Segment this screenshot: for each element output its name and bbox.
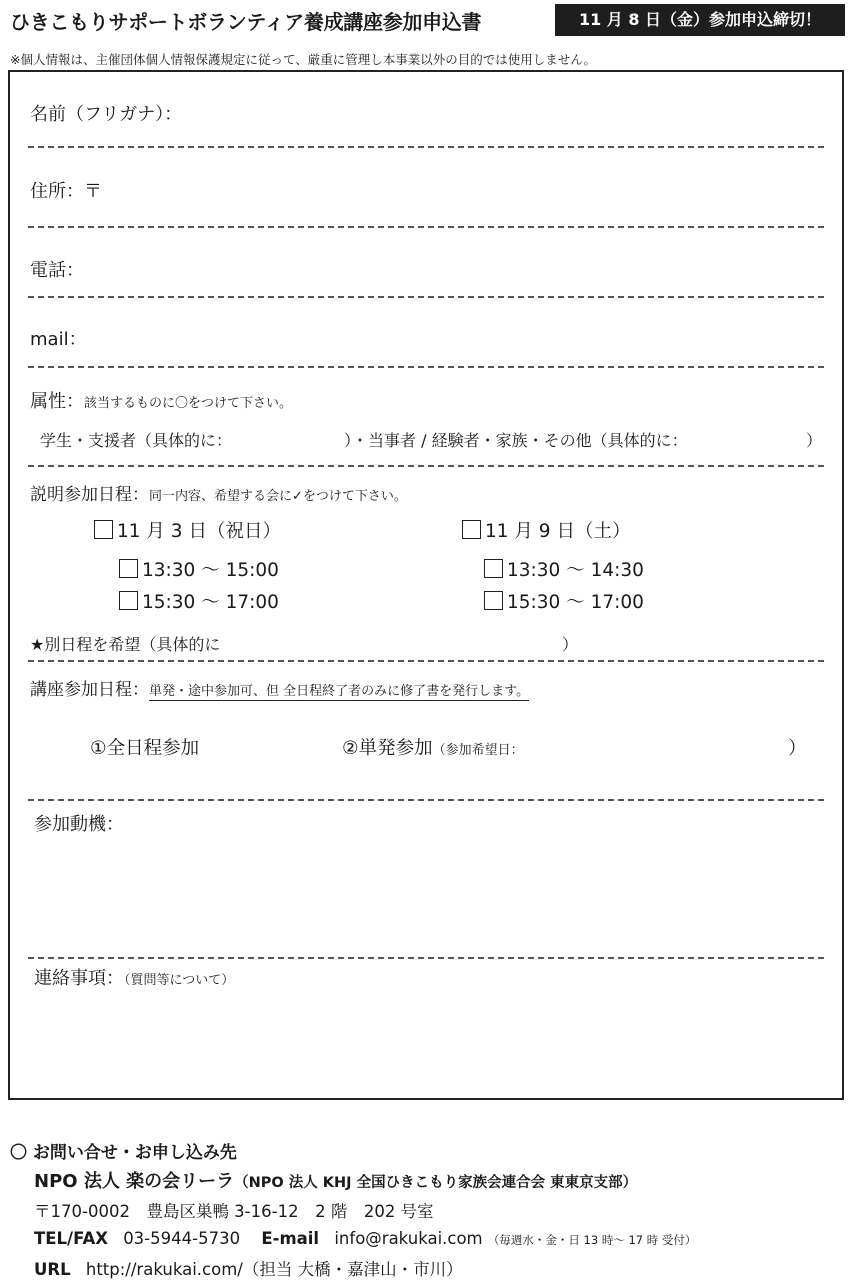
attribute-label: 属性： bbox=[30, 391, 84, 412]
attribute-options-right[interactable]: ）・当事者 / 経験者・家族・その他（具体的に： bbox=[344, 431, 688, 450]
footer-org: NPO 法人 楽の会リーラ bbox=[34, 1171, 235, 1192]
other-date-request[interactable]: ★別日程を希望（具体的に bbox=[30, 635, 221, 654]
day2-slot2-option[interactable] bbox=[484, 588, 644, 614]
footer-email[interactable]: info@rakukai.com bbox=[334, 1229, 483, 1248]
contact-note: （質問等について） bbox=[124, 973, 235, 988]
course-heading bbox=[30, 675, 529, 700]
footer-tel: 03-5944-5730 bbox=[123, 1229, 241, 1248]
course-option-close-paren: ） bbox=[788, 738, 807, 759]
day2-option[interactable] bbox=[462, 517, 630, 543]
day2-checkbox[interactable] bbox=[462, 520, 481, 539]
footer-org-line bbox=[34, 1167, 637, 1193]
contact-heading bbox=[34, 964, 234, 990]
footer-url-label: URL bbox=[34, 1260, 71, 1279]
attribute-divider bbox=[28, 465, 824, 467]
day1-slot2-option[interactable] bbox=[119, 588, 279, 614]
phone-label: 電話： bbox=[30, 260, 84, 281]
motive-divider bbox=[28, 957, 824, 959]
day1-option[interactable] bbox=[94, 517, 281, 543]
attribute-options-left[interactable]: 学生・支援者（具体的に： bbox=[40, 431, 233, 450]
day1-label: 11 月 3 日（祝日） bbox=[117, 521, 281, 542]
briefing-label: 説明参加日程： bbox=[30, 485, 149, 505]
course-label: 講座参加日程： bbox=[30, 680, 149, 700]
footer-url[interactable]: http://rakukai.com/ bbox=[85, 1260, 243, 1279]
day1-slot1-label: 13:30 〜 15:00 bbox=[142, 560, 279, 581]
footer-url-line bbox=[34, 1256, 463, 1280]
address-label: 住所：〒 bbox=[30, 181, 102, 202]
motive-field[interactable] bbox=[30, 840, 820, 950]
course-option-single-group[interactable] bbox=[342, 734, 524, 760]
name-label: 名前（フリガナ）： bbox=[30, 104, 183, 125]
footer-email-label: E-mail bbox=[261, 1229, 320, 1248]
footer-tel-label: TEL/FAX bbox=[34, 1229, 108, 1248]
course-note: 単発・途中参加可、但 全日程終了者のみに修了書を発行します。 bbox=[149, 684, 530, 699]
footer-staff: （担当 大橋・嘉津山・市川） bbox=[242, 1260, 463, 1279]
day2-slot1-checkbox[interactable] bbox=[484, 559, 503, 578]
deadline-badge: 11 月 8 日（金）参加申込締切！ bbox=[555, 4, 845, 36]
day2-slot1-option[interactable] bbox=[484, 556, 644, 582]
name-field-line[interactable] bbox=[28, 146, 824, 148]
course-option-single[interactable]: ②単発参加 bbox=[342, 738, 433, 759]
contact-field[interactable] bbox=[30, 995, 820, 1090]
day2-slot1-label: 13:30 〜 14:30 bbox=[507, 560, 644, 581]
footer-heading: 〇 お問い合せ・お申し込み先 bbox=[10, 1143, 237, 1163]
footer-org-sub: （NPO 法人 KHJ 全国ひきこもり家族会連合会 東東京支部） bbox=[234, 1175, 638, 1191]
contact-label: 連絡事項： bbox=[34, 968, 124, 989]
phone-field-line[interactable] bbox=[28, 296, 824, 298]
attribute-close-paren: ） bbox=[806, 431, 823, 450]
privacy-notice: ※個人情報は、主催団体個人情報保護規定に従って、厳重に管理し本事業以外の目的では使用しません。 bbox=[10, 52, 596, 67]
briefing-divider bbox=[28, 660, 824, 662]
day2-slot2-label: 15:30 〜 17:00 bbox=[507, 592, 644, 613]
form-title: ひきこもりサポートボランティア養成講座参加申込書 bbox=[10, 10, 482, 34]
other-date-close-paren: ） bbox=[562, 635, 579, 654]
attribute-heading bbox=[30, 387, 292, 413]
course-option-full[interactable]: ①全日程参加 bbox=[90, 738, 200, 759]
course-divider bbox=[28, 799, 824, 801]
day1-slot1-checkbox[interactable] bbox=[119, 559, 138, 578]
day1-slot1-option[interactable] bbox=[119, 556, 279, 582]
attribute-note: 該当するものに〇をつけて下さい。 bbox=[84, 396, 293, 411]
footer-contact-line bbox=[34, 1229, 696, 1248]
address-field-line[interactable] bbox=[28, 226, 824, 228]
day1-slot2-checkbox[interactable] bbox=[119, 591, 138, 610]
mail-field-line[interactable] bbox=[28, 366, 824, 368]
course-option-single-note: （参加希望日： bbox=[432, 743, 524, 758]
briefing-note: 同一内容、希望する会に✓をつけて下さい。 bbox=[149, 489, 407, 504]
day1-checkbox[interactable] bbox=[94, 520, 113, 539]
motive-label: 参加動機： bbox=[34, 814, 124, 835]
mail-label: mail： bbox=[30, 329, 87, 350]
footer-address: 〒170-0002 豊島区巣鴨 3-16-12 2 階 202 号室 bbox=[34, 1202, 434, 1221]
footer-hours: （毎週水・金・日 13 時〜 17 時 受付） bbox=[487, 1233, 697, 1247]
day2-label: 11 月 9 日（土） bbox=[485, 521, 631, 542]
day2-slot2-checkbox[interactable] bbox=[484, 591, 503, 610]
day1-slot2-label: 15:30 〜 17:00 bbox=[142, 592, 279, 613]
briefing-heading bbox=[30, 480, 407, 505]
